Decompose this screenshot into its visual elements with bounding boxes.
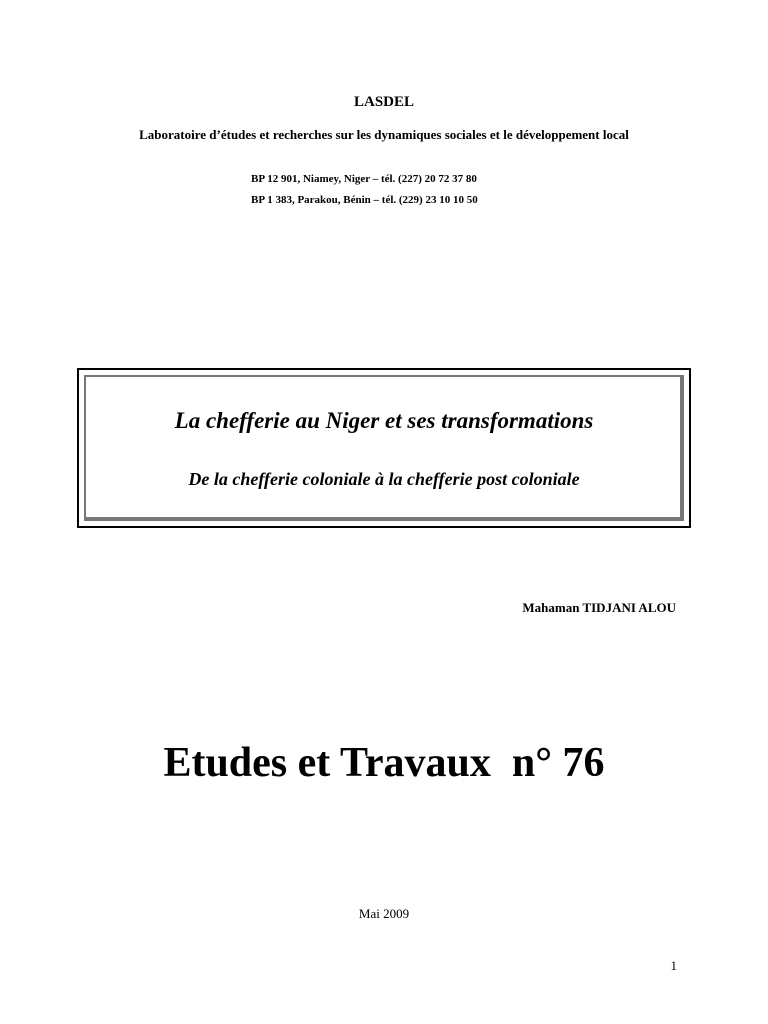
title-box (77, 368, 691, 528)
organization-name: LASDEL (353, 94, 415, 110)
publication-date: Mai 2009 (358, 906, 410, 921)
address-parakou: BP 1 383, Parakou, Bénin – tél. (229) 23 10 10 50 (251, 194, 478, 206)
document-subtitle: De la chefferie coloniale à la chefferie post coloniale (188, 469, 580, 489)
title-box-inner-frame (84, 375, 684, 521)
series-title: Etudes et Travaux n° 76 (163, 740, 605, 786)
address-niamey: BP 12 901, Niamey, Niger – tél. (227) 20 72 37 80 (251, 173, 477, 185)
page-number: 1 (670, 958, 677, 973)
document-title: La chefferie au Niger et ses transformations (174, 408, 594, 433)
author-name: Mahaman TIDJANI ALOU (522, 600, 676, 615)
organization-full-name: Laboratoire d’études et recherches sur les dynamiques sociales et le développement local (139, 127, 629, 142)
